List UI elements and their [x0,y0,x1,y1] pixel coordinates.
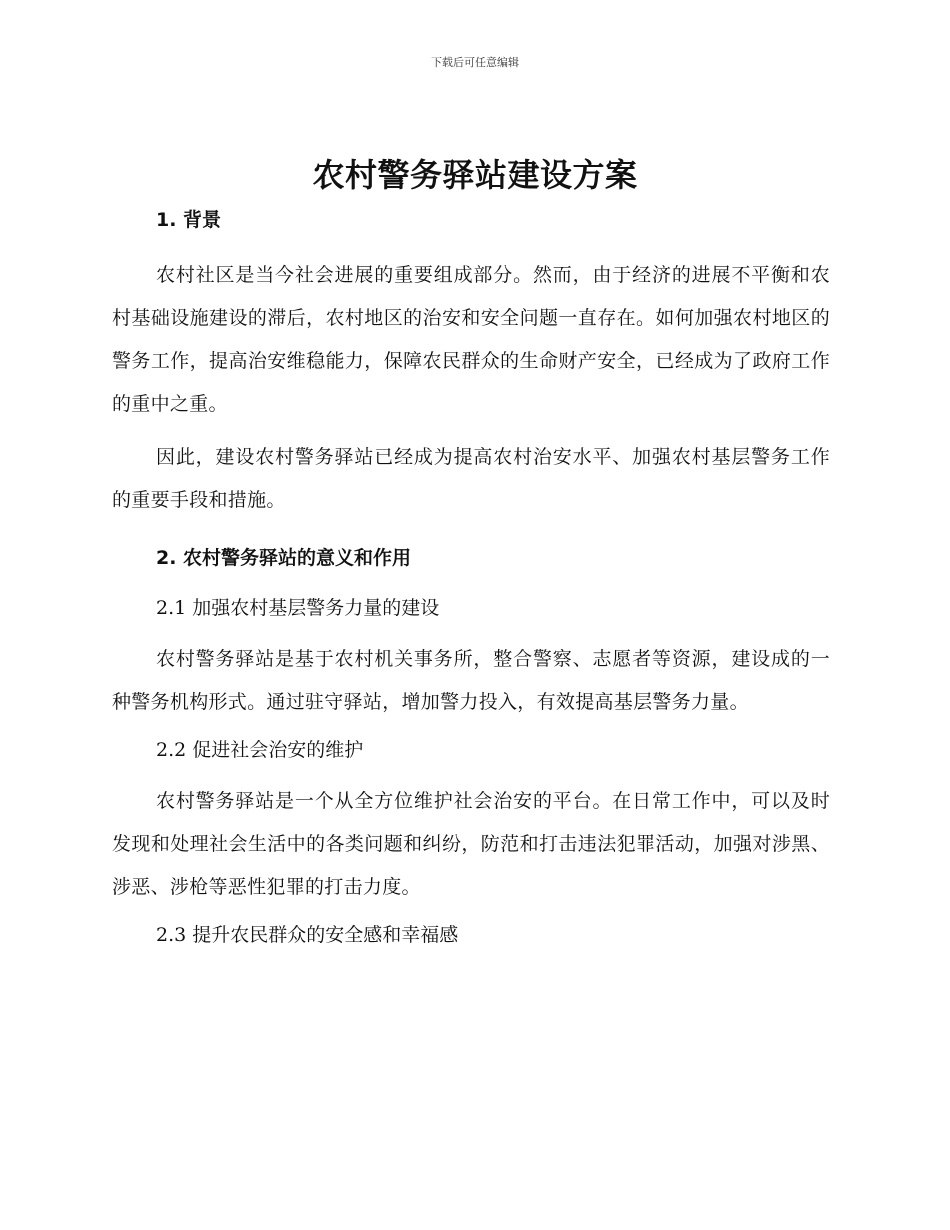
subheading-2-3: 2.3 提升农民群众的安全感和幸福感 [156,924,459,946]
paragraph-2-1: 农村警务驿站是基于农村机关事务所，整合警察、志愿者等资源，建设成的一种警务机构形式。通过驻守驿站，增加警力投入，有效提高基层警务力量。 [112,648,830,713]
subheading-2-1: 2.1 加强农村基层警务力量的建设 [156,597,440,619]
document-title: 农村警务驿站建设方案 [312,156,638,194]
subheading-2-2: 2.2 促进社会治安的维护 [156,739,364,761]
section-heading-significance: 2. 农村警务驿站的意义和作用 [156,547,412,569]
paragraph-background-1: 农村社区是当今社会进展的重要组成部分。然而，由于经济的进展不平衡和农村基础设施建设的滞后，农村地区的治安和安全问题一直存在。如何加强农村地区的警务工作，提高治安维稳能力，保障农民群众的生命财产安全，已经成为了政府工作的重中之重。 [112,264,830,415]
paragraph-background-2: 因此，建设农村警务驿站已经成为提高农村治安水平、加强农村基层警务工作的重要手段和措施。 [112,446,830,511]
section-heading-background: 1. 背景 [156,209,222,231]
document-body [112,204,830,965]
header-note: 下载后可任意编辑 [431,56,519,69]
paragraph-2-2: 农村警务驿站是一个从全方位维护社会治安的平台。在日常工作中，可以及时发现和处理社会生活中的各类问题和纠纷，防范和打击违法犯罪活动，加强对涉黑、涉恶、涉枪等恶性犯罪的打击力度。 [112,790,830,898]
